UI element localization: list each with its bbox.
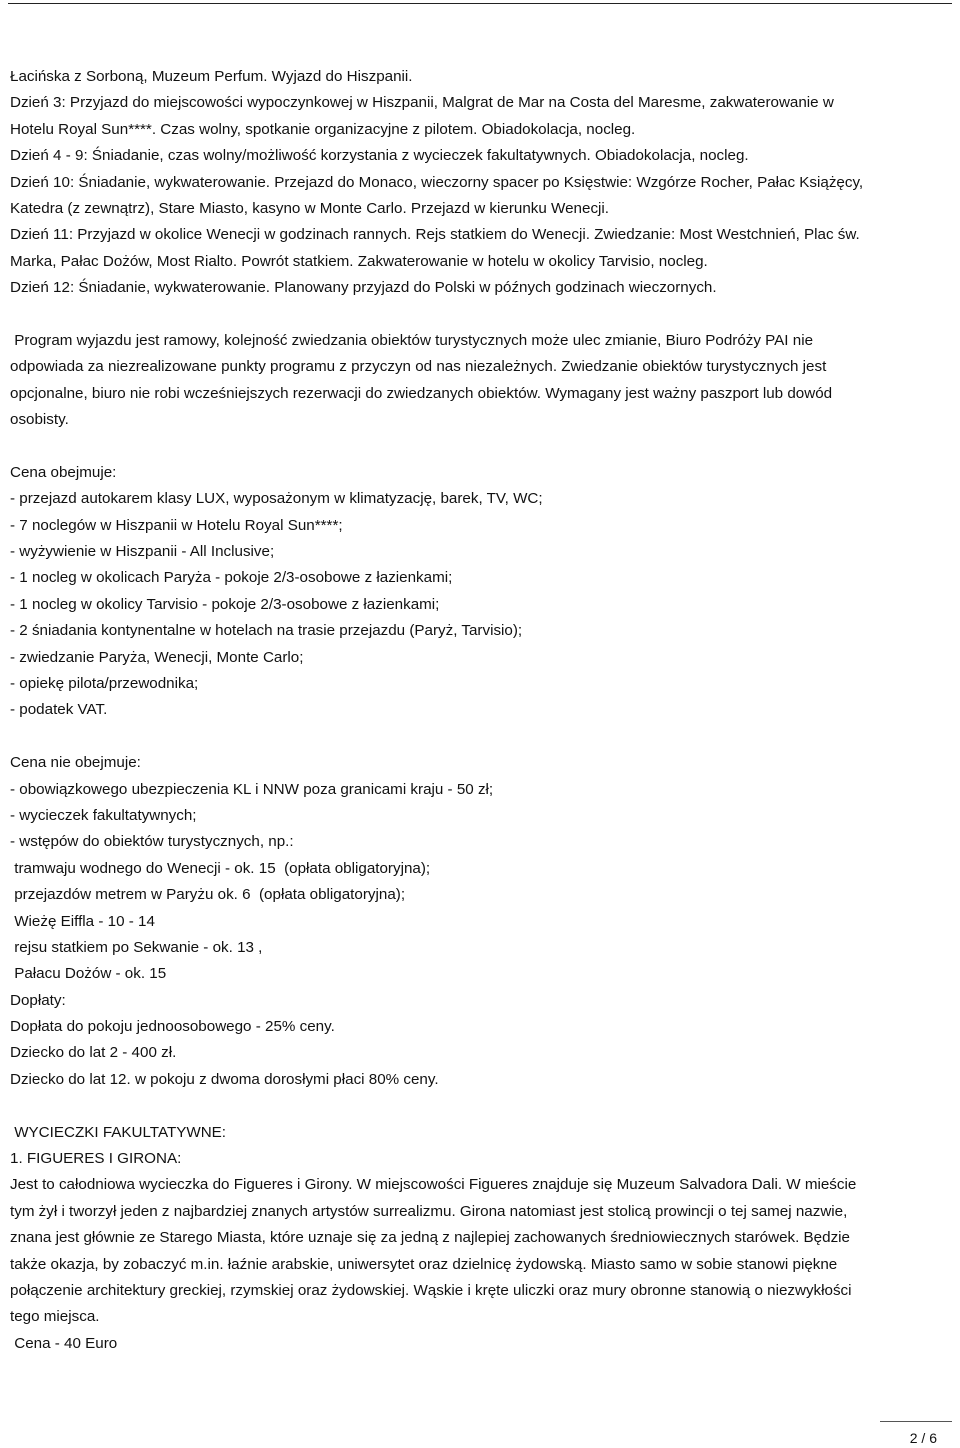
supplements (10, 988, 955, 1094)
excursion-title: 1. FIGUERES I GIRONA: (10, 1150, 182, 1168)
list-item: - wstępów do obiektów turystycznych, np.: (10, 833, 294, 851)
program-note (10, 328, 955, 434)
spacer (10, 724, 955, 750)
list-item: - 2 śniadania kontynentalne w hotelach na trasie przejazdu (Paryż, Tarvisio); (10, 622, 523, 640)
itinerary-line: Katedra (z zewnątrz), Stare Miasto, kasyno w Monte Carlo. Przejazd w kierunku Wenecji. (10, 199, 610, 217)
program-note-line: odpowiada za niezrealizowane punkty programu z przyczyn od nas niezależnych. Zwiedzanie obiektów turystycznych jest (10, 358, 827, 376)
list-item: - 7 noclegów w Hiszpanii w Hotelu Royal Sun****; (10, 516, 343, 534)
price-includes-heading: Cena obejmuje: (10, 463, 117, 481)
list-item: - obowiązkowego ubezpieczenia KL i NNW poza granicami kraju - 50 zł; (10, 780, 494, 798)
excursion-description-line: tego miejsca. (10, 1308, 100, 1326)
spacer (10, 1093, 955, 1119)
list-item: - wycieczek fakultatywnych; (10, 806, 197, 824)
program-note-line: opcjonalne, biuro nie robi wcześniejszych rezerwacji do zwiedzanych obiektów. Wymagany jest ważny paszport lub dowód (10, 384, 833, 402)
excursion-price: Cena - 40 Euro (10, 1334, 118, 1352)
excursion-description-line: tym żył i tworzył jeden z najbardziej znanych artystów surrealizmu. Girona natomiast jest stolicą prowincji o tej samej nazwie, (10, 1202, 848, 1220)
footer-rule (880, 1421, 952, 1422)
itinerary-line: Dzień 10: Śniadanie, wykwaterowanie. Przejazd do Monaco, wieczorny spacer po Księstwie: Wzgórze Rocher, Pałac Książęcy, (10, 173, 864, 191)
price-excludes-heading: Cena nie obejmuje: (10, 754, 141, 772)
itinerary-line: Dzień 4 - 9: Śniadanie, czas wolny/możliwość korzystania z wycieczek fakultatywnych. Obiadokolacja, nocleg. (10, 147, 749, 165)
program-note-line: osobisty. (10, 411, 69, 429)
supplements-heading: Dopłaty: (10, 991, 66, 1009)
list-item: - przejazd autokarem klasy LUX, wyposażonym w klimatyzację, barek, TV, WC; (10, 490, 543, 508)
list-item: - podatek VAT. (10, 701, 108, 719)
list-item: Dopłata do pokoju jednoosobowego - 25% ceny. (10, 1018, 335, 1036)
document-body (10, 64, 955, 1357)
itinerary (10, 64, 955, 302)
excursions (10, 1120, 955, 1358)
program-note-line: Program wyjazdu jest ramowy, kolejność zwiedzania obiektów turystycznych może ulec zmianie, Biuro Podróży PAI nie (10, 331, 814, 349)
list-item: rejsu statkiem po Sekwanie - ok. 13 , (10, 938, 263, 956)
price-includes (10, 460, 955, 724)
top-rule (8, 3, 952, 4)
excursion-description-line: także okazja, by zobaczyć m.in. łaźnie arabskie, uniwersytet oraz dzielnicę żydowską. Miasto samo w sobie stanowi piękne (10, 1255, 838, 1273)
spacer (10, 433, 955, 459)
list-item: Pałacu Dożów - ok. 15 (10, 965, 171, 983)
itinerary-line: Dzień 11: Przyjazd w okolice Wenecji w godzinach rannych. Rejs statkiem do Wenecji. Zwiedzanie: Most Westchnień, Plac św. (10, 226, 860, 244)
list-item: - 1 nocleg w okolicy Tarvisio - pokoje 2/3-osobowe z łazienkami; (10, 595, 440, 613)
price-excludes (10, 750, 955, 988)
itinerary-line: Dzień 12: Śniadanie, wykwaterowanie. Planowany przyjazd do Polski w późnych godzinach wieczornych. (10, 279, 717, 297)
list-item: - 1 nocleg w okolicach Paryża - pokoje 2/3-osobowe z łazienkami; (10, 569, 453, 587)
list-item: Dziecko do lat 2 - 400 zł. (10, 1044, 177, 1062)
excursions-heading: WYCIECZKI FAKULTATYWNE: (10, 1123, 227, 1141)
list-item: Wieżę Eiffla - 10 - 14 (10, 912, 160, 930)
spacer (10, 302, 955, 328)
list-item: tramwaju wodnego do Wenecji - ok. 15 (opłata obligatoryjna); (10, 859, 431, 877)
list-item: - wyżywienie w Hiszpanii - All Inclusive; (10, 543, 275, 561)
page-number: 2 / 6 (909, 1430, 937, 1446)
excursion-description-line: znana jest głównie ze Starego Miasta, które uznaje się za jedną z najlepiej zachowanych średniowiecznych starówek. Będzie (10, 1229, 850, 1247)
itinerary-line: Łacińska z Sorboną, Muzeum Perfum. Wyjazd do Hiszpanii. (10, 68, 413, 85)
excursion-description-line: połączenie architektury greckiej, rzymskiej oraz żydowskiej. Wąskie i kręte uliczki oraz mury obronne stanowią o niezwykłości (10, 1281, 852, 1299)
list-item: - opiekę pilota/przewodnika; (10, 674, 199, 692)
list-item: Dziecko do lat 12. w pokoju z dwoma dorosłymi płaci 80% ceny. (10, 1070, 439, 1088)
excursion-description-line: Jest to całodniowa wycieczka do Figueres i Girony. W miejscowości Figueres znajduje się Muzeum Salvadora Dali. W mieście (10, 1176, 857, 1194)
itinerary-line: Dzień 3: Przyjazd do miejscowości wypoczynkowej w Hiszpanii, Malgrat de Mar na Costa del Maresme, zakwaterowanie w (10, 94, 834, 112)
list-item: - zwiedzanie Paryża, Wenecji, Monte Carlo; (10, 648, 304, 666)
list-item: przejazdów metrem w Paryżu ok. 6 (opłata obligatoryjna); (10, 886, 406, 904)
itinerary-line: Marka, Pałac Dożów, Most Rialto. Powrót statkiem. Zakwaterowanie w hotelu w okolicy Tarvisio, nocleg. (10, 252, 708, 270)
itinerary-line: Hotelu Royal Sun****. Czas wolny, spotkanie organizacyjne z pilotem. Obiadokolacja, nocleg. (10, 120, 636, 138)
